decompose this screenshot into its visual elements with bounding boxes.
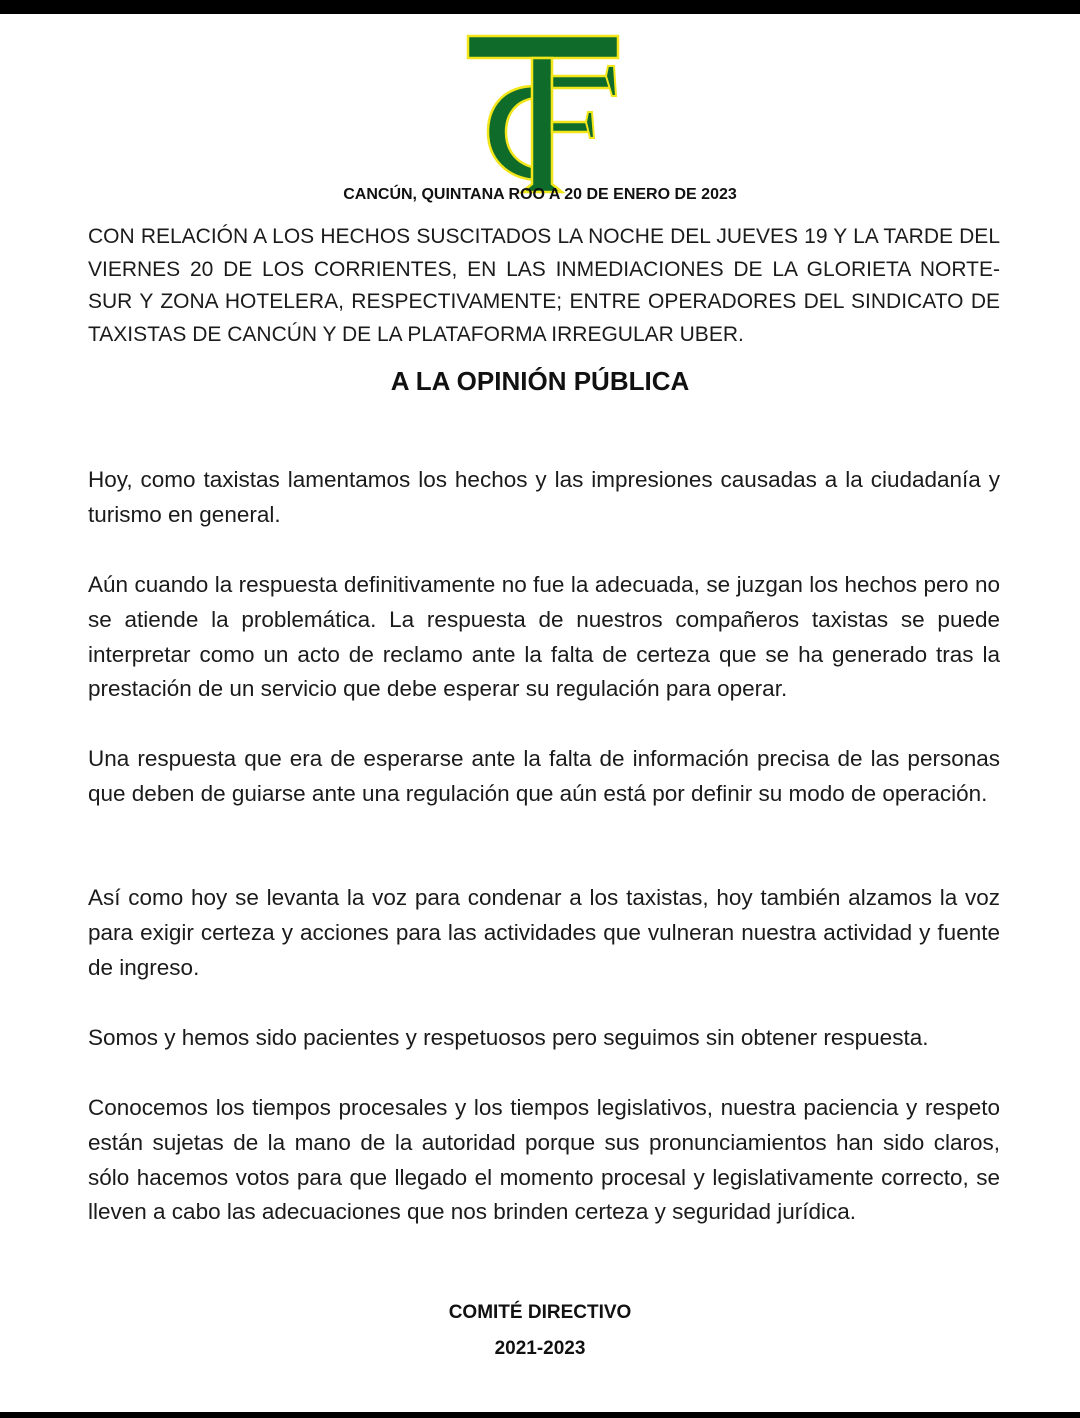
body-paragraph: Somos y hemos sido pacientes y respetuosos pero seguimos sin obtener respuesta. [88, 1025, 929, 1050]
body-paragraph: Aún cuando la respuesta definitivamente no fue la adecuada, se juzgan los hechos pero no se atiende la problemática. La respuesta de nuestros compañeros taxistas se puede interpretar como un acto de reclamo ante la falta de certeza que se ha generado tras la prestación de un servicio que debe esperar su regulación para operar. [88, 572, 1000, 702]
document-heading: A LA OPINIÓN PÚBLICA [390, 366, 690, 396]
document-page [0, 14, 1080, 1412]
body-paragraph: Una respuesta que era de esperarse ante la falta de información precisa de las personas que deben de guiarse ante una regulación que aún está por definir su modo de operación. [88, 746, 1000, 806]
signature-period: 2021-2023 [494, 1338, 586, 1359]
body-paragraph: Hoy, como taxistas lamentamos los hechos y las impresiones causadas a la ciudadanía y turismo en general. [88, 467, 1000, 527]
signature-committee: COMITÉ DIRECTIVO [448, 1302, 632, 1323]
date-line: CANCÚN, QUINTANA ROO A 20 DE ENERO DE 2023 [343, 186, 737, 203]
intro-paragraph: CON RELACIÓN A LOS HECHOS SUSCITADOS LA NOCHE DEL JUEVES 19 Y LA TARDE DEL VIERNES 20 DE LOS CORRIENTES, EN LAS INMEDIACIONES DE LA GLORIETA NORTE-SUR Y ZONA HOTELERA, RESPECTIVAMENTE; ENTRE OPERADORES DEL SINDICATO DE TAXISTAS DE CANCÚN Y DE LA PLATAFORMA IRREGULAR UBER. [88, 225, 1000, 346]
body-paragraph: Así como hoy se levanta la voz para condenar a los taxistas, hoy también alzamos la voz para exigir certeza y acciones para las actividades que vulneran nuestra actividad y fuente de ingreso. [88, 885, 1000, 980]
taxi-union-logo-icon [462, 34, 622, 196]
body-paragraph: Conocemos los tiempos procesales y los tiempos legislativos, nuestra paciencia y respeto están sujetas de la mano de la autoridad porque sus pronunciamientos han sido claros, sólo hacemos votos para que llegado el momento procesal y legislativamente correcto, se lleven a cabo las adecuaciones que nos brinden certeza y seguridad jurídica. [88, 1095, 1000, 1225]
